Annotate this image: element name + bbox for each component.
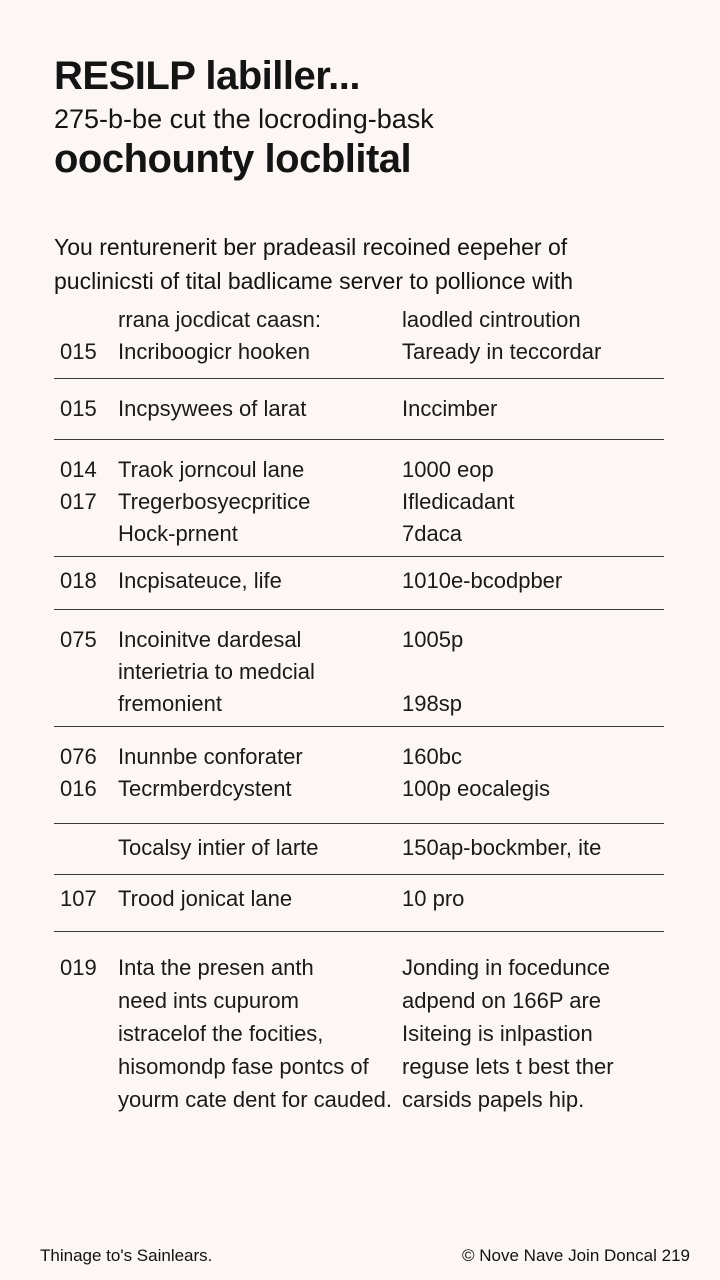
table-row-line xyxy=(54,565,664,597)
table-row xyxy=(54,610,664,727)
table-header xyxy=(54,300,664,336)
cell-val: 160bc xyxy=(402,744,462,769)
cell-val: 100p eocalegis xyxy=(402,776,551,801)
cell-desc: Tregerbosyecpritice xyxy=(118,489,311,514)
cell-val: Isiteing is inlpastion xyxy=(402,1021,593,1046)
table-row-line xyxy=(54,336,664,368)
table-header-num xyxy=(54,304,118,336)
table-row-line xyxy=(54,741,664,773)
cell-val: 10 pro xyxy=(402,886,465,911)
cell-num: 076 xyxy=(60,744,97,769)
cell-num xyxy=(54,656,118,688)
cell-num: 015 xyxy=(60,339,97,364)
data-table xyxy=(54,300,664,1136)
table-row-line xyxy=(54,1018,664,1050)
footer-note: Thinage to's Sainlears. xyxy=(40,1246,213,1265)
table-row-line xyxy=(54,773,664,805)
table-row-line xyxy=(54,454,664,486)
cell-desc: Incriboogicr hooken xyxy=(118,339,311,364)
cell-desc: need ints cupurom xyxy=(118,988,299,1013)
page-subtitle: 275-b-be cut the locroding-bask xyxy=(54,104,434,134)
table-row xyxy=(54,379,664,440)
table-row xyxy=(54,557,664,610)
cell-val: 150ap-bockmber, ite xyxy=(402,835,602,860)
table-row-line xyxy=(54,985,664,1017)
cell-val: reguse lets t best ther xyxy=(402,1054,614,1079)
cell-num: 075 xyxy=(60,627,97,652)
cell-val: Inccimber xyxy=(402,396,498,421)
page-title: RESILP labiller... xyxy=(54,54,360,98)
cell-val: 1005p xyxy=(402,627,464,652)
cell-val: Jonding in focedunce xyxy=(402,955,610,980)
table-header-desc: rrana jocdicat caasn: xyxy=(118,307,321,332)
cell-val: adpend on 166P are xyxy=(402,988,601,1013)
cell-num xyxy=(54,1084,118,1116)
table-row-line xyxy=(54,656,664,688)
cell-num: 014 xyxy=(60,457,97,482)
table-row-line xyxy=(54,883,664,915)
table-row xyxy=(54,824,664,875)
cell-num: 018 xyxy=(60,568,97,593)
cell-num xyxy=(54,1051,118,1083)
page-heading: oochounty locblital xyxy=(54,137,412,181)
cell-desc: Incpsywees of larat xyxy=(118,396,307,421)
cell-num xyxy=(54,1018,118,1050)
intro-paragraph xyxy=(54,230,664,298)
table-row-line xyxy=(54,832,664,864)
footer-copyright: © Nove Nave Join Doncal 219 xyxy=(462,1246,690,1265)
table-row-line xyxy=(54,624,664,656)
cell-num: 015 xyxy=(60,396,97,421)
cell-num xyxy=(54,688,118,720)
cell-num xyxy=(54,832,118,864)
table-row xyxy=(54,932,664,1136)
intro-line: puclinicsti of tital badlicame server to pollionce with xyxy=(54,268,574,294)
table-row-line xyxy=(54,486,664,518)
cell-desc: Inunnbe conforater xyxy=(118,744,303,769)
table-row-line xyxy=(54,518,664,550)
table-row xyxy=(54,875,664,932)
cell-val: Ifledicadant xyxy=(402,489,515,514)
cell-val xyxy=(402,656,664,688)
cell-num: 016 xyxy=(60,776,97,801)
cell-desc: Tecrmberdcystent xyxy=(118,776,292,801)
cell-desc: Incpisateuce, life xyxy=(118,568,282,593)
cell-num: 017 xyxy=(60,489,97,514)
table-row-line xyxy=(54,1051,664,1083)
cell-val: 198sp xyxy=(402,691,462,716)
cell-val: 1000 eop xyxy=(402,457,494,482)
table-row-line xyxy=(54,393,664,425)
table-row-line xyxy=(54,1084,664,1116)
cell-desc: Traok jorncoul lane xyxy=(118,457,305,482)
cell-desc: interietria to medcial xyxy=(118,659,315,684)
cell-desc: Trood jonicat lane xyxy=(118,886,293,911)
cell-num xyxy=(54,518,118,550)
page-header xyxy=(54,54,674,182)
cell-num: 019 xyxy=(60,955,97,980)
table-row-line xyxy=(54,688,664,720)
table-row xyxy=(54,336,664,379)
cell-desc: hisomondp fase pontcs of xyxy=(118,1054,369,1079)
cell-val: 1010e-bcodpber xyxy=(402,568,563,593)
cell-num xyxy=(54,985,118,1017)
cell-val: carsids papels hip. xyxy=(402,1087,585,1112)
cell-desc: Hock-prnent xyxy=(118,521,238,546)
table-row-line xyxy=(54,952,664,984)
cell-val: 7daca xyxy=(402,521,462,546)
cell-desc: fremonient xyxy=(118,691,222,716)
cell-num: 107 xyxy=(60,886,97,911)
cell-desc: Inta the presen anth xyxy=(118,955,314,980)
table-row xyxy=(54,440,664,557)
cell-desc: istracelof the focities, xyxy=(118,1021,324,1046)
table-row xyxy=(54,727,664,824)
intro-line: You renturenerit ber pradeasil recoined eepeher of xyxy=(54,234,568,260)
cell-desc: Incoinitve dardesal xyxy=(118,627,302,652)
table-header-val: laodled cintroution xyxy=(402,307,581,332)
cell-desc: yourm cate dent for cauded. xyxy=(118,1087,392,1112)
cell-desc: Tocalsy intier of larte xyxy=(118,835,319,860)
cell-val: Taready in teccordar xyxy=(402,339,602,364)
